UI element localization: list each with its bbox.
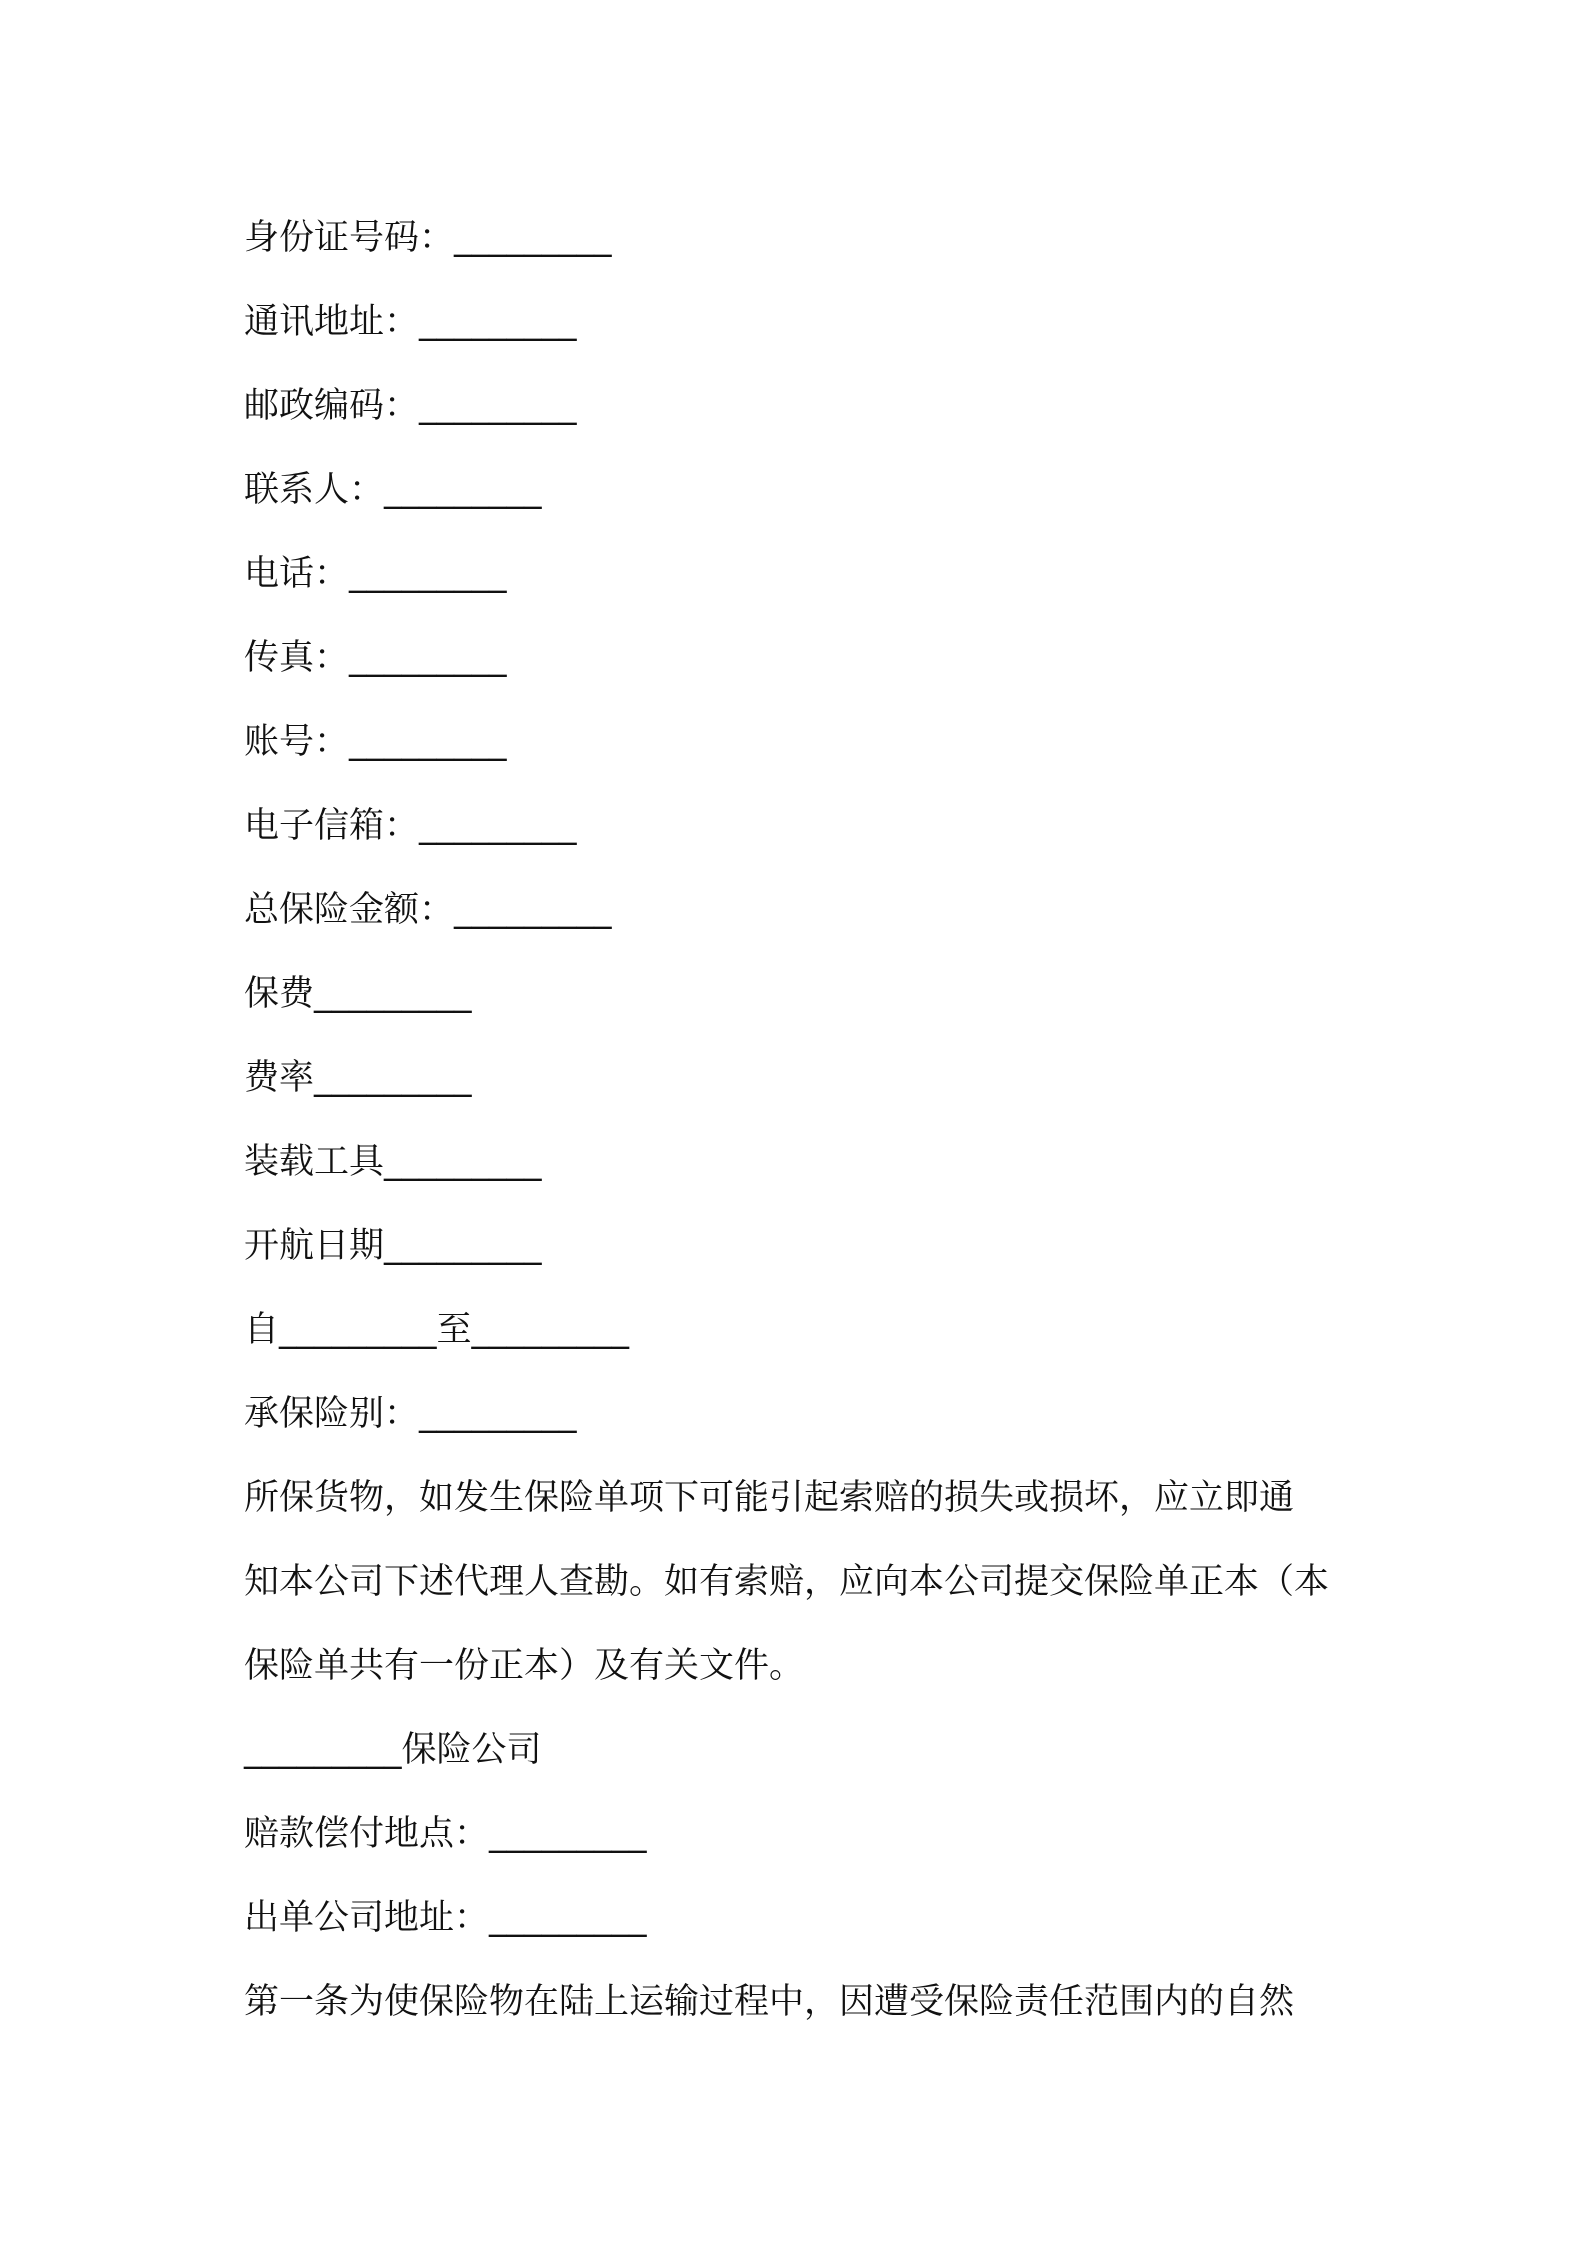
claims-notice-paragraph	[244, 1456, 1360, 1708]
account-number-field: 账号：_________	[244, 722, 507, 762]
sailing-date-field: 开航日期_________	[244, 1226, 542, 1266]
claims-notice-line: 所保货物，如发生保险单项下可能引起索赔的损失或损坏，应立即通	[244, 1478, 1295, 1518]
document-body	[244, 196, 1360, 2044]
rate-field: 费率_________	[244, 1058, 472, 1098]
conveyance-field: 装载工具_________	[244, 1142, 542, 1182]
premium-field: 保费_________	[244, 974, 472, 1014]
insurer-name-field: _________保险公司	[244, 1730, 542, 1770]
claims-notice-line: 保险单共有一份正本）及有关文件。	[244, 1646, 805, 1686]
coverage-type-field: 承保险别：_________	[244, 1394, 577, 1434]
phone-field: 电话：_________	[244, 554, 507, 594]
total-insured-amount-field: 总保险金额：_________	[244, 890, 612, 930]
claim-payment-place-field: 赔款偿付地点：_________	[244, 1814, 647, 1854]
route-from-to-field: 自_________至_________	[244, 1310, 630, 1350]
postal-code-field: 邮政编码：_________	[244, 386, 577, 426]
claims-notice-line: 知本公司下述代理人查勘。如有索赔，应向本公司提交保险单正本（本	[244, 1562, 1330, 1602]
article-one-text: 第一条为使保险物在陆上运输过程中，因遭受保险责任范围内的自然	[244, 1982, 1295, 2022]
mailing-address-field: 通讯地址：_________	[244, 302, 577, 342]
issuing-office-address-field: 出单公司地址：_________	[244, 1898, 647, 1938]
id-number-field: 身份证号码：_________	[244, 218, 612, 258]
contact-person-field: 联系人：_________	[244, 470, 542, 510]
fax-field: 传真：_________	[244, 638, 507, 678]
email-field: 电子信箱：_________	[244, 806, 577, 846]
